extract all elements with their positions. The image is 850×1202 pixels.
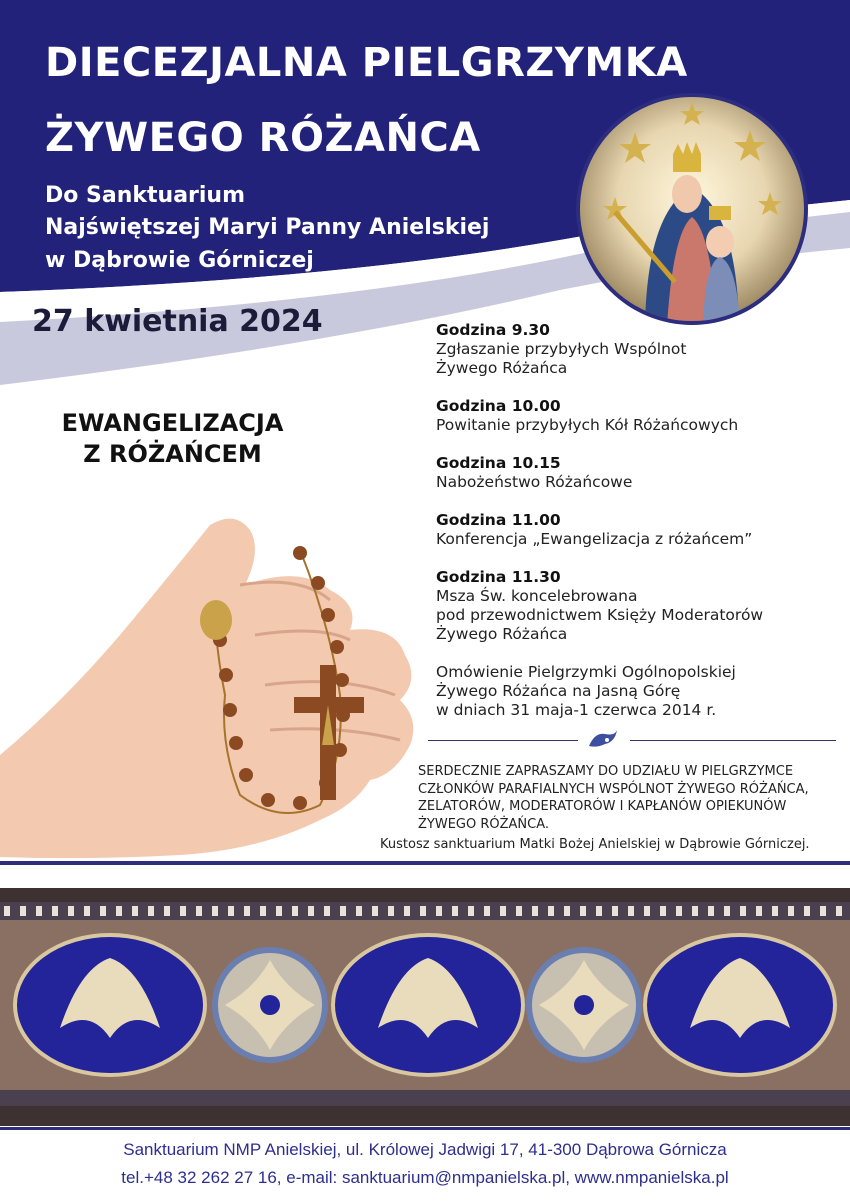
separator-bar-bottom <box>0 1127 850 1130</box>
schedule-time: Godzina 11.00 <box>436 511 561 529</box>
invitation-line: ŻYWEGO RÓŻAŃCA. <box>418 816 550 832</box>
schedule-item <box>436 321 686 378</box>
divider-right <box>630 740 836 741</box>
subtitle-line-2: Najświętszej Maryi Panny Anielskiej <box>45 215 490 240</box>
custodian-signature: Kustosz sanktuarium Matki Bożej Anielskiej w Dąbrowie Górniczej. <box>380 837 810 852</box>
schedule-time: Godzina 9.30 <box>436 321 550 339</box>
note-text: w dniach 31 maja-1 czerwca 2014 r. <box>436 701 717 719</box>
divider-left <box>428 740 578 741</box>
footer-address: Sanktuarium NMP Anielskiej, ul. Królowej Jadwigi 17, 41-300 Dąbrowa Górnicza <box>123 1140 727 1159</box>
note-text: Żywego Różańca na Jasną Górę <box>436 682 681 700</box>
theme-line-2: Z RÓŻAŃCEM <box>83 440 262 468</box>
schedule-text: pod przewodnictwem Księży Moderatorów <box>436 606 764 624</box>
subtitle-line-3: w Dąbrowie Górniczej <box>45 248 314 273</box>
invitation-text <box>418 763 809 833</box>
schedule-item <box>436 454 632 492</box>
praying-hands-rosary-image <box>0 505 430 865</box>
schedule-item <box>436 397 738 435</box>
schedule-text: Zgłaszanie przybyłych Wspólnot <box>436 340 687 358</box>
schedule-text: Msza Św. koncelebrowana <box>436 587 638 605</box>
subtitle-line-1: Do Sanktuarium <box>45 183 246 208</box>
schedule-text: Żywego Różańca <box>436 359 568 377</box>
schedule-item <box>436 568 763 644</box>
schedule-time: Godzina 10.15 <box>436 454 561 472</box>
theme-line-1: EWANGELIZACJA <box>61 409 284 437</box>
invitation-line: CZŁONKÓW PARAFIALNYCH WSPÓLNOT ŻYWEGO RÓŻAŃCA, <box>418 781 809 797</box>
theme-heading <box>30 408 315 470</box>
schedule-item <box>436 511 752 549</box>
schedule-time: Godzina 10.00 <box>436 397 561 415</box>
schedule-text: Konferencja „Ewangelizacja z różańcem” <box>436 530 753 548</box>
schedule-text: Żywego Różańca <box>436 625 568 643</box>
schedule-text: Nabożeństwo Różańcowe <box>436 473 633 491</box>
dove-emblem-icon <box>585 726 621 754</box>
event-date: 27 kwietnia 2024 <box>32 304 323 339</box>
schedule-time: Godzina 11.30 <box>436 568 561 586</box>
footer-contact: tel.+48 32 262 27 16, e-mail: sanktuarium@nmpanielska.pl, www.nmpanielska.pl <box>121 1168 729 1187</box>
invitation-line: SERDECZNIE ZAPRASZAMY DO UDZIAŁU W PIELGRZYMCE <box>418 764 794 779</box>
title-line-2: ŻYWEGO RÓŻAŃCA <box>45 115 481 161</box>
ornamental-frieze-image <box>0 888 850 1126</box>
schedule-text: Powitanie przybyłych Kół Różańcowych <box>436 416 739 434</box>
separator-bar-top <box>0 861 850 865</box>
pilgrimage-note <box>436 663 736 720</box>
madonna-medallion-image <box>575 92 809 326</box>
invitation-line: ZELATORÓW, MODERATORÓW I KAPŁANÓW OPIEKUNÓW <box>418 799 787 814</box>
title-line-1: DIECEZJALNA PIELGRZYMKA <box>45 40 688 86</box>
note-text: Omówienie Pielgrzymki Ogólnopolskiej <box>436 663 736 681</box>
